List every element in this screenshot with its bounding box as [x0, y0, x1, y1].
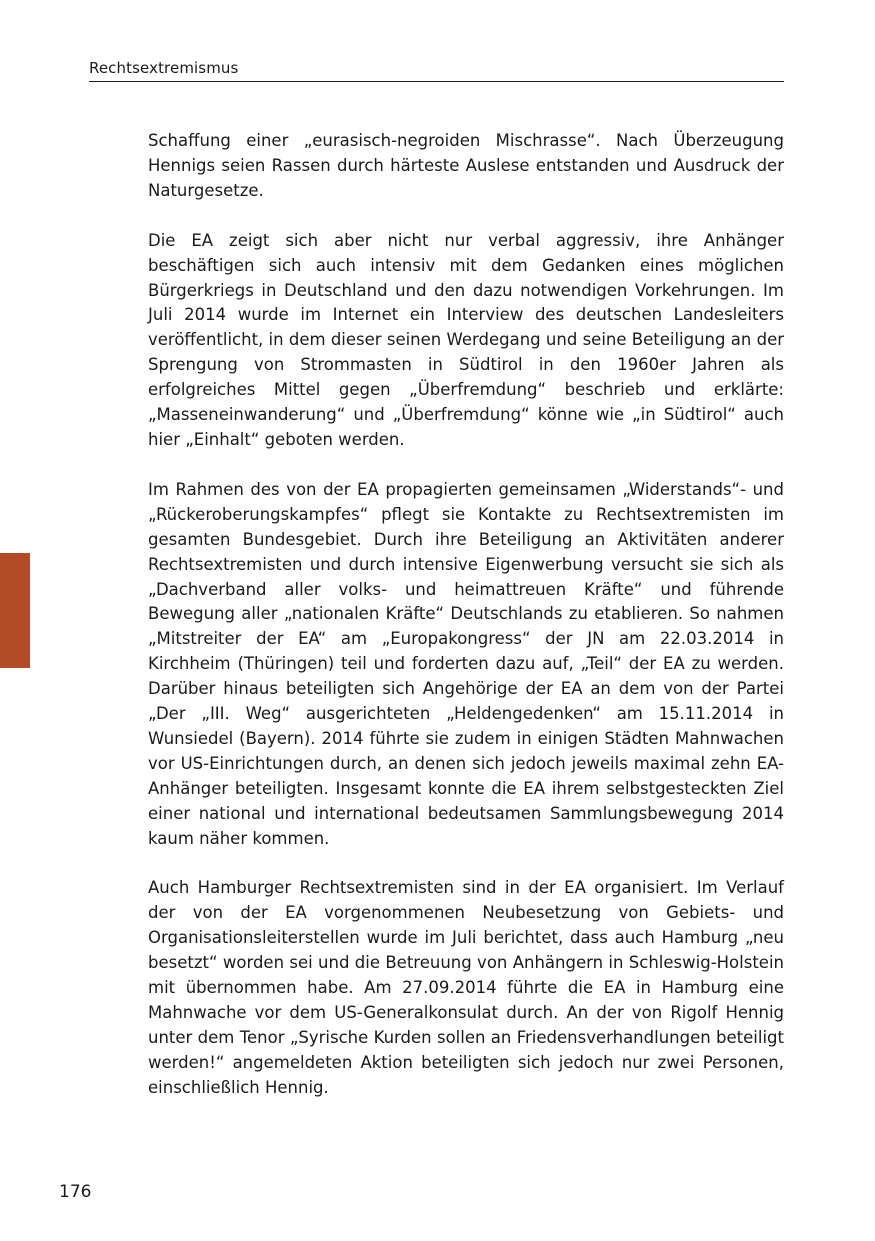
- running-header: Rechtsextremismus: [89, 59, 239, 77]
- paragraph-1: Schaffung einer „eurasisch-negroiden Mischrasse“. Nach Überzeugung Hennigs seien Rassen durch härteste Auslese entstanden und Ausdruck der Naturgesetze.: [148, 131, 784, 200]
- body-text: [148, 129, 784, 1126]
- paragraph-2: Die EA zeigt sich aber nicht nur verbal aggressiv, ihre Anhänger beschäftigen sich auch intensiv mit dem Gedanken eines möglichen Bürgerkriegs in Deutschland und den dazu notwendigen Vorkehrungen. Im Juli 2014 wurde im Internet ein Interview des deutschen Landesleiters veröffentlicht, in dem dieser seinen Werdegang und seine Beteiligung an der Sprengung von Strommasten in Südtirol in den 1960er Jahren als erfolgreiches Mittel gegen „Überfremdung“ beschrieb und erklärte: „Masseneinwanderung“ und „Überfremdung“ könne wie „in Südtirol“ auch hier „Einhalt“ geboten werden.: [148, 230, 784, 449]
- header-rule: [89, 81, 784, 82]
- page-number: 176: [59, 1182, 92, 1202]
- chapter-marker-tab: [0, 553, 30, 668]
- paragraph-4: Auch Hamburger Rechtsextremisten sind in der EA organisiert. Im Verlauf der von der EA vorgenommenen Neubesetzung von Gebiets- und Organisationsleiterstellen wurde im Juli berichtet, dass auch Hamburg „neu besetzt“ worden sei und die Betreuung von Anhängern in Schleswig-Holstein mit übernommen habe. Am 27.09.2014 führte die EA in Hamburg eine Mahnwache vor dem US-Generalkonsulat durch. An der von Rigolf Hennig unter dem Tenor „Syrische Kurden sollen an Friedensverhandlungen beteiligt werden!“ angemeldeten Aktion beteiligten sich jedoch nur zwei Personen, einschließlich Hennig.: [148, 878, 784, 1097]
- paragraph-3: Im Rahmen des von der EA propagierten gemeinsamen „Widerstands“- und „Rückeroberungskampfes“ pflegt sie Kontakte zu Rechtsextremisten im gesamten Bundesgebiet. Durch ihre Beteiligung an Aktivitäten anderer Rechtsextremisten und durch intensive Eigenwerbung versucht sie sich als „Dachverband aller volks- und heimattreuen Kräfte“ und führende Bewegung aller „nationalen Kräfte“ Deutschlands zu etablieren. So nahmen „Mitstreiter der EA“ am „Europakongress“ der JN am 22.03.2014 in Kirchheim (Thüringen) teil und forderten dazu auf, „Teil“ der EA zu werden. Darüber hinaus beteiligten sich Angehörige der EA an dem von der Partei „Der „III. Weg“ ausgerichteten „Heldengedenken“ am 15.11.2014 in Wunsiedel (Bayern). 2014 führte sie zudem in einigen Städten Mahnwachen vor US-Einrichtungen durch, an denen sich jedoch jeweils maximal zehn EA-Anhänger beteiligten. Insgesamt konnte die EA ihrem selbstgesteckten Ziel einer national und international bedeutsamen Sammlungsbewegung 2014 kaum näher kommen.: [148, 479, 784, 848]
